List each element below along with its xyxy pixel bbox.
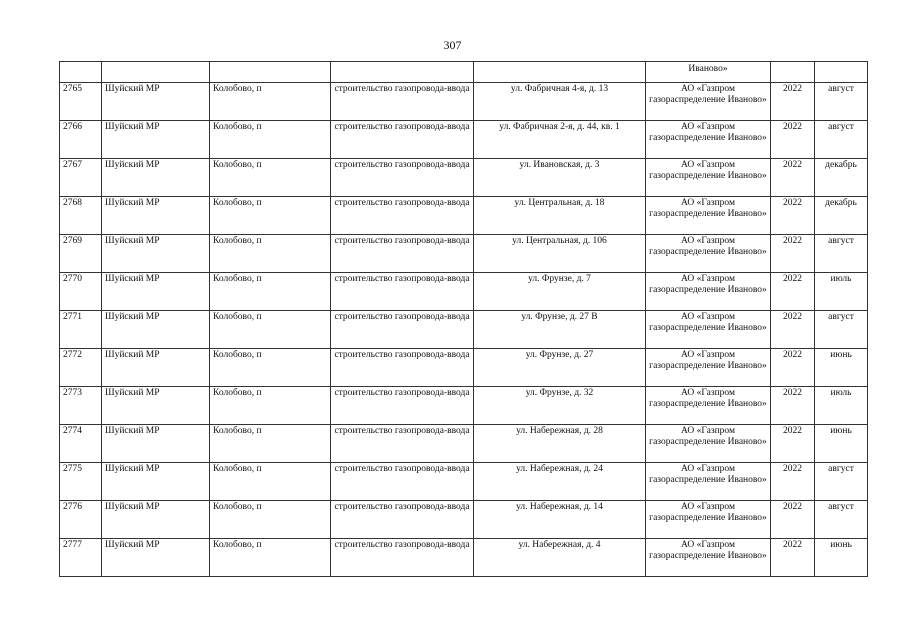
cell-address: ул. Центральная, д. 18 [474, 197, 646, 235]
cell-org: АО «Газпром газораспределение Иваново» [646, 83, 771, 121]
cell-district: Шуйский МР [102, 121, 210, 159]
cell-district: Шуйский МР [102, 159, 210, 197]
cell-district: Шуйский МР [102, 349, 210, 387]
cell-num: 2767 [60, 159, 102, 197]
table-row [60, 463, 868, 501]
cell-org: АО «Газпром газораспределение Иваново» [646, 425, 771, 463]
cell-month [815, 62, 868, 83]
cell-year: 2022 [771, 349, 815, 387]
cell-address: ул. Фрунзе, д. 7 [474, 273, 646, 311]
table-row [60, 425, 868, 463]
cell-month: июль [815, 387, 868, 425]
cell-district: Шуйский МР [102, 273, 210, 311]
cell-org: АО «Газпром газораспределение Иваново» [646, 273, 771, 311]
cell-year: 2022 [771, 235, 815, 273]
cell-org: АО «Газпром газораспределение Иваново» [646, 311, 771, 349]
cell-month: июль [815, 273, 868, 311]
cell-locality: Колобово, п [210, 501, 331, 539]
cell-work: строительство газопровода-ввода [331, 387, 474, 425]
cell-district: Шуйский МР [102, 463, 210, 501]
cell-num: 2773 [60, 387, 102, 425]
cell-year: 2022 [771, 425, 815, 463]
cell-district: Шуйский МР [102, 501, 210, 539]
cell-org: АО «Газпром газораспределение Иваново» [646, 501, 771, 539]
table-row [60, 159, 868, 197]
table-row [60, 83, 868, 121]
cell-year: 2022 [771, 83, 815, 121]
register-table [59, 61, 868, 577]
cell-num: 2765 [60, 83, 102, 121]
cell-work: строительство газопровода-ввода [331, 197, 474, 235]
cell-org: АО «Газпром газораспределение Иваново» [646, 539, 771, 577]
cell-locality: Колобово, п [210, 349, 331, 387]
table-row [60, 349, 868, 387]
cell-num: 2775 [60, 463, 102, 501]
cell-work: строительство газопровода-ввода [331, 235, 474, 273]
cell-locality [210, 62, 331, 83]
cell-num: 2777 [60, 539, 102, 577]
cell-work: строительство газопровода-ввода [331, 349, 474, 387]
cell-year: 2022 [771, 311, 815, 349]
cell-locality: Колобово, п [210, 159, 331, 197]
cell-locality: Колобово, п [210, 463, 331, 501]
cell-locality: Колобово, п [210, 235, 331, 273]
cell-work: строительство газопровода-ввода [331, 501, 474, 539]
cell-locality: Колобово, п [210, 121, 331, 159]
cell-num [60, 62, 102, 83]
cell-num: 2771 [60, 311, 102, 349]
cell-month: август [815, 83, 868, 121]
cell-work: строительство газопровода-ввода [331, 539, 474, 577]
cell-district [102, 62, 210, 83]
cell-org: АО «Газпром газораспределение Иваново» [646, 387, 771, 425]
cell-year: 2022 [771, 539, 815, 577]
cell-address: ул. Набережная, д. 24 [474, 463, 646, 501]
cell-org: АО «Газпром газораспределение Иваново» [646, 159, 771, 197]
cell-address: ул. Фрунзе, д. 27 [474, 349, 646, 387]
cell-locality: Колобово, п [210, 197, 331, 235]
cell-address [474, 62, 646, 83]
cell-year: 2022 [771, 197, 815, 235]
cell-month: декабрь [815, 159, 868, 197]
cell-month: июнь [815, 349, 868, 387]
cell-year [771, 62, 815, 83]
cell-address: ул. Набережная, д. 14 [474, 501, 646, 539]
cell-org: Иваново» [646, 62, 771, 83]
cell-work: строительство газопровода-ввода [331, 273, 474, 311]
cell-work: строительство газопровода-ввода [331, 159, 474, 197]
table-row [60, 501, 868, 539]
cell-year: 2022 [771, 463, 815, 501]
cell-work: строительство газопровода-ввода [331, 83, 474, 121]
cell-month: август [815, 463, 868, 501]
cell-address: ул. Фабричная 4-я, д. 13 [474, 83, 646, 121]
table-row [60, 197, 868, 235]
table-body [60, 62, 868, 577]
cell-month: август [815, 501, 868, 539]
cell-month: декабрь [815, 197, 868, 235]
table-row [60, 235, 868, 273]
cell-locality: Колобово, п [210, 311, 331, 349]
cell-work: строительство газопровода-ввода [331, 425, 474, 463]
cell-month: август [815, 235, 868, 273]
cell-month: июнь [815, 539, 868, 577]
cell-work: строительство газопровода-ввода [331, 311, 474, 349]
cell-month: август [815, 311, 868, 349]
cell-address: ул. Фрунзе, д. 27 В [474, 311, 646, 349]
cell-locality: Колобово, п [210, 539, 331, 577]
cell-month: июнь [815, 425, 868, 463]
cell-org: АО «Газпром газораспределение Иваново» [646, 349, 771, 387]
cell-locality: Колобово, п [210, 83, 331, 121]
cell-year: 2022 [771, 501, 815, 539]
cell-org: АО «Газпром газораспределение Иваново» [646, 235, 771, 273]
cell-num: 2774 [60, 425, 102, 463]
cell-address: ул. Фабричная 2-я, д. 44, кв. 1 [474, 121, 646, 159]
cell-num: 2772 [60, 349, 102, 387]
cell-num: 2766 [60, 121, 102, 159]
cell-district: Шуйский МР [102, 387, 210, 425]
cell-org: АО «Газпром газораспределение Иваново» [646, 463, 771, 501]
table-row [60, 539, 868, 577]
cell-num: 2768 [60, 197, 102, 235]
cell-district: Шуйский МР [102, 83, 210, 121]
cell-org: АО «Газпром газораспределение Иваново» [646, 121, 771, 159]
table-row [60, 121, 868, 159]
cell-work: строительство газопровода-ввода [331, 121, 474, 159]
cell-year: 2022 [771, 159, 815, 197]
table-row [60, 311, 868, 349]
cell-district: Шуйский МР [102, 425, 210, 463]
cell-org: АО «Газпром газораспределение Иваново» [646, 197, 771, 235]
cell-month: август [815, 121, 868, 159]
cell-locality: Колобово, п [210, 387, 331, 425]
cell-num: 2770 [60, 273, 102, 311]
cell-year: 2022 [771, 121, 815, 159]
cell-locality: Колобово, п [210, 425, 331, 463]
cell-num: 2776 [60, 501, 102, 539]
cell-work: строительство газопровода-ввода [331, 463, 474, 501]
cell-year: 2022 [771, 387, 815, 425]
cell-district: Шуйский МР [102, 311, 210, 349]
cell-address: ул. Центральная, д. 106 [474, 235, 646, 273]
continuation-row [60, 62, 868, 83]
cell-num: 2769 [60, 235, 102, 273]
cell-work [331, 62, 474, 83]
cell-district: Шуйский МР [102, 235, 210, 273]
table-row [60, 273, 868, 311]
cell-address: ул. Фрунзе, д. 32 [474, 387, 646, 425]
cell-address: ул. Набережная, д. 4 [474, 539, 646, 577]
cell-address: ул. Ивановская, д. 3 [474, 159, 646, 197]
cell-district: Шуйский МР [102, 539, 210, 577]
cell-locality: Колобово, п [210, 273, 331, 311]
page-number: 307 [443, 38, 462, 52]
cell-year: 2022 [771, 273, 815, 311]
table-row [60, 387, 868, 425]
cell-district: Шуйский МР [102, 197, 210, 235]
cell-address: ул. Набережная, д. 28 [474, 425, 646, 463]
